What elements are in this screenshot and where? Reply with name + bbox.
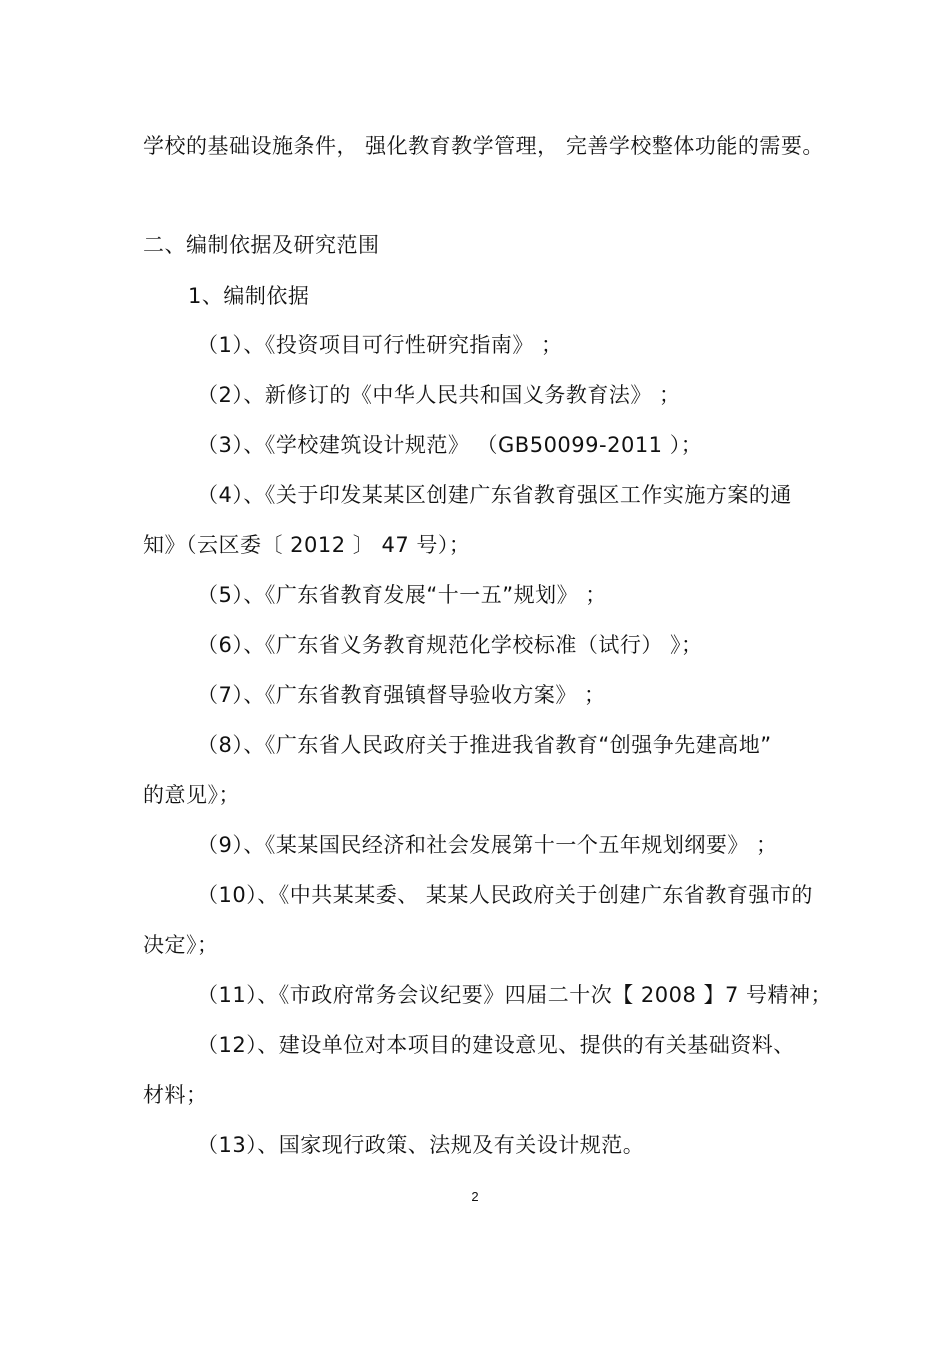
list-item: （11）、《市政府常务会议纪要》四届二十次【 2008 】7 号精神； [197, 983, 833, 1007]
list-item: （1）、《投资项目可行性研究指南》 ； [197, 333, 563, 357]
list-item-continuation: 材料； [143, 1083, 208, 1107]
list-item: （5）、《广东省教育发展“十一五”规划》 ； [197, 583, 607, 607]
list-item-continuation: 决定》； [143, 933, 219, 957]
page-number: 2 [471, 1189, 479, 1204]
section-heading: 二、编制依据及研究范围 [143, 233, 380, 257]
paragraph-line: 学校的基础设施条件， 强化教育教学管理， 完善学校整体功能的需要。 [143, 134, 824, 158]
list-item: （6）、《广东省义务教育规范化学校标准（试行） 》； [197, 633, 703, 657]
list-item: （4）、《关于印发某某区创建广东省教育强区工作实施方案的通 [197, 483, 792, 507]
list-item: （13）、国家现行政策、法规及有关设计规范。 [197, 1133, 645, 1157]
list-item: （7）、《广东省教育强镇督导验收方案》 ； [197, 683, 606, 707]
list-item: （2）、新修订的《中华人民共和国义务教育法》 ； [197, 383, 681, 407]
list-item: （9）、《某某国民经济和社会发展第十一个五年规划纲要》 ； [197, 833, 778, 857]
list-item: （3）、《学校建筑设计规范》 （GB50099-2011 ）； [197, 433, 703, 457]
list-item: （8）、《广东省人民政府关于推进我省教育“创强争先建高地” [197, 733, 772, 757]
list-item: （10）、《中共某某委、 某某人民政府关于创建广东省教育强市的 [197, 883, 813, 907]
list-item-continuation: 知》（云区委〔 2012 〕 47 号）； [143, 533, 471, 557]
list-item-continuation: 的意见》； [143, 783, 240, 807]
list-item: （12）、建设单位对本项目的建设意见、提供的有关基础资料、 [197, 1033, 795, 1057]
subsection-heading: 1、编制依据 [188, 284, 310, 308]
